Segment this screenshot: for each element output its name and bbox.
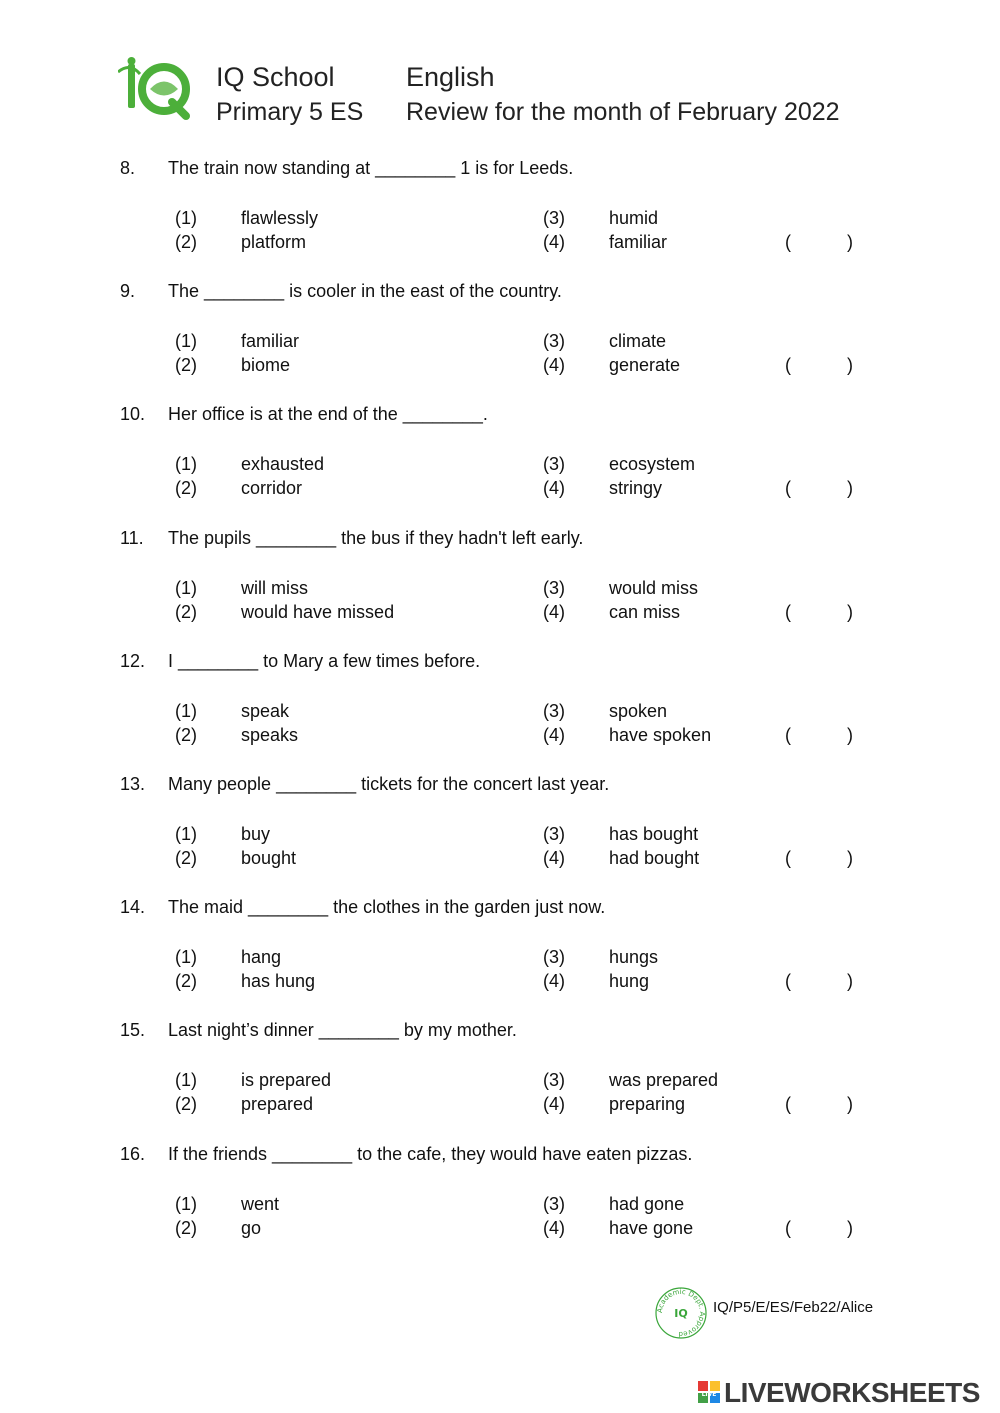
class-level: Primary 5 ES <box>216 98 364 126</box>
answer-open-bracket: ( <box>785 232 791 252</box>
option-number: (4) <box>543 478 565 499</box>
option-text: platform <box>241 232 307 252</box>
option-number: (1) <box>175 454 197 475</box>
option-number: (4) <box>543 847 565 868</box>
option-number: (3) <box>543 1193 565 1214</box>
question-text: If the friends ________ to the cafe, they would have eaten pizzas. <box>168 1143 693 1164</box>
option-number: (2) <box>175 971 197 992</box>
option-number: (3) <box>543 700 565 721</box>
option-number: (2) <box>175 355 197 376</box>
option-text: had gone <box>609 1193 685 1214</box>
option-text: prepared <box>241 1094 314 1115</box>
iq-school-logo-icon <box>118 56 194 122</box>
option-number: (3) <box>543 577 565 598</box>
option-text: hung <box>609 971 650 992</box>
question-item <box>120 893 880 1016</box>
question-text: The pupils ________ the bus if they hadn't left early. <box>168 527 584 548</box>
question-item <box>120 1016 880 1139</box>
answer-close-bracket: ) <box>847 1217 853 1238</box>
question-text: Last night’s dinner ________ by my mother. <box>168 1020 517 1041</box>
liveworksheets-badge-icon <box>698 1381 720 1403</box>
answer-close-bracket: ) <box>847 847 853 868</box>
option-number: (1) <box>175 577 197 598</box>
option-text: spoken <box>609 700 668 721</box>
option-text: would have missed <box>241 601 395 622</box>
answer-close-bracket: ) <box>847 1094 853 1115</box>
liveworksheets-brand[interactable] <box>698 1377 998 1407</box>
question-text: Her office is at the end of the ________. <box>168 404 488 425</box>
option-text: would miss <box>609 577 699 598</box>
answer-open-bracket: ( <box>785 355 791 376</box>
option-number: (2) <box>175 232 197 252</box>
school-name: IQ School <box>216 62 335 92</box>
option-number: (2) <box>175 1217 197 1238</box>
option-text: biome <box>241 355 291 376</box>
option-text: have spoken <box>609 724 712 745</box>
question-number: 9. <box>120 281 136 302</box>
option-number: (2) <box>175 724 197 745</box>
question-text: The train now standing at ________ 1 is for Leeds. <box>168 158 574 178</box>
seal-text: Academic Dept. Approved <box>655 1287 707 1339</box>
option-text: buy <box>241 823 271 844</box>
option-number: (4) <box>543 724 565 745</box>
option-number: (1) <box>175 208 197 228</box>
question-item <box>120 770 880 893</box>
option-text: will miss <box>241 577 308 598</box>
option-text: familiar <box>241 331 300 352</box>
answer-open-bracket: ( <box>785 1217 791 1238</box>
question-item <box>120 647 880 770</box>
option-text: was prepared <box>609 1070 719 1091</box>
question-number: 13. <box>120 773 146 794</box>
option-number: (3) <box>543 1070 565 1091</box>
answer-open-bracket: ( <box>785 478 791 499</box>
question-number: 16. <box>120 1143 146 1164</box>
option-text: climate <box>609 331 667 352</box>
question-text: Many people ________ tickets for the concert last year. <box>168 773 610 794</box>
question-number: 10. <box>120 404 146 425</box>
option-number: (3) <box>543 331 565 352</box>
answer-open-bracket: ( <box>785 601 791 622</box>
option-text: exhausted <box>241 454 325 475</box>
option-number: (1) <box>175 947 197 968</box>
option-text: hungs <box>609 947 659 968</box>
option-number: (4) <box>543 601 565 622</box>
option-text: preparing <box>609 1094 686 1115</box>
answer-close-bracket: ) <box>847 601 853 622</box>
answer-close-bracket: ) <box>847 724 853 745</box>
option-text: humid <box>609 208 659 228</box>
option-text: speaks <box>241 724 299 745</box>
subject-title: English <box>406 62 495 92</box>
option-text: had bought <box>609 847 700 868</box>
answer-close-bracket: ) <box>847 971 853 992</box>
document-reference: IQ/P5/E/ES/Feb22/Alice <box>713 1299 874 1316</box>
option-number: (1) <box>175 823 197 844</box>
question-number: 12. <box>120 650 146 671</box>
option-text: speak <box>241 700 290 721</box>
question-number: 8. <box>120 158 136 178</box>
question-item <box>120 400 880 523</box>
option-text: have gone <box>609 1217 694 1238</box>
question-item <box>120 1140 880 1263</box>
option-text: stringy <box>609 478 663 499</box>
option-number: (3) <box>543 208 565 228</box>
option-number: (1) <box>175 331 197 352</box>
option-number: (4) <box>543 971 565 992</box>
answer-open-bracket: ( <box>785 1094 791 1115</box>
question-item <box>120 277 880 400</box>
option-number: (3) <box>543 947 565 968</box>
answer-close-bracket: ) <box>847 478 853 499</box>
option-number: (4) <box>543 232 565 252</box>
brand-badge-text: LIVE <box>701 1391 717 1398</box>
answer-close-bracket: ) <box>847 355 853 376</box>
worksheet-header <box>118 56 878 136</box>
question-text: The ________ is cooler in the east of the country. <box>168 281 562 302</box>
option-text: has hung <box>241 971 316 992</box>
answer-open-bracket: ( <box>785 971 791 992</box>
brand-name: LIVEWORKSHEETS <box>724 1377 980 1408</box>
option-text: flawlessly <box>241 208 319 228</box>
option-number: (4) <box>543 1094 565 1115</box>
option-text: can miss <box>609 601 681 622</box>
option-text: ecosystem <box>609 454 696 475</box>
approval-seal-icon <box>654 1286 708 1340</box>
option-text: hang <box>241 947 282 968</box>
footer <box>654 1286 914 1342</box>
question-text: The maid ________ the clothes in the garden just now. <box>168 897 606 918</box>
option-number: (2) <box>175 601 197 622</box>
option-number: (3) <box>543 454 565 475</box>
answer-open-bracket: ( <box>785 724 791 745</box>
option-number: (4) <box>543 355 565 376</box>
option-text: generate <box>609 355 681 376</box>
option-number: (3) <box>543 823 565 844</box>
question-number: 15. <box>120 1020 146 1041</box>
option-text: is prepared <box>241 1070 332 1091</box>
question-text: I ________ to Mary a few times before. <box>168 650 481 671</box>
question-number: 14. <box>120 897 146 918</box>
option-text: has bought <box>609 823 699 844</box>
seal-logo-text: IQ <box>674 1307 688 1320</box>
question-item <box>120 524 880 647</box>
option-number: (1) <box>175 1193 197 1214</box>
question-item <box>120 154 880 277</box>
option-number: (2) <box>175 847 197 868</box>
option-text: go <box>241 1217 262 1238</box>
option-number: (1) <box>175 700 197 721</box>
option-number: (2) <box>175 1094 197 1115</box>
review-title: Review for the month of February 2022 <box>406 98 840 126</box>
option-number: (1) <box>175 1070 197 1091</box>
question-number: 11. <box>120 527 144 548</box>
option-number: (2) <box>175 478 197 499</box>
option-text: corridor <box>241 478 303 499</box>
answer-close-bracket: ) <box>847 232 853 252</box>
option-number: (4) <box>543 1217 565 1238</box>
option-text: went <box>241 1193 280 1214</box>
option-text: bought <box>241 847 297 868</box>
option-text: familiar <box>609 232 668 252</box>
question-list <box>120 154 880 1263</box>
answer-open-bracket: ( <box>785 847 791 868</box>
